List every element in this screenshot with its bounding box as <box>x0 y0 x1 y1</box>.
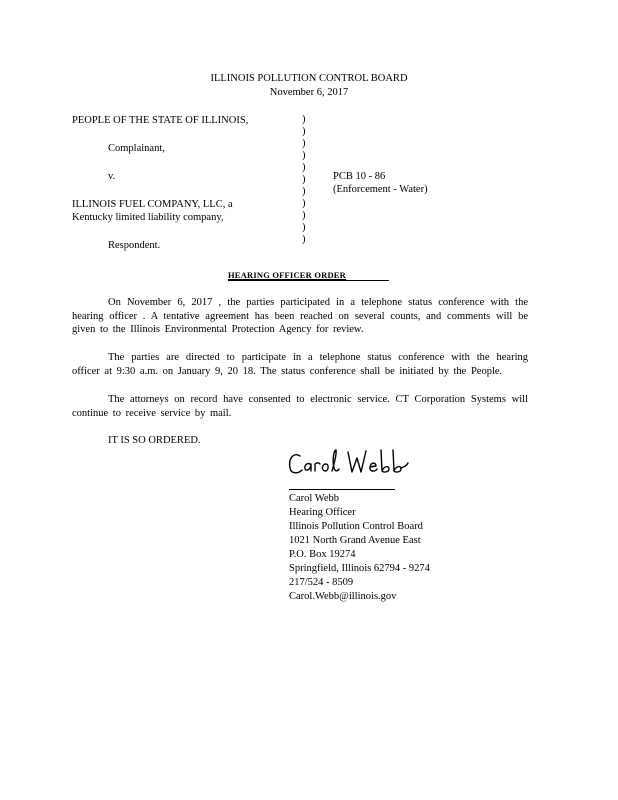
respondent-name-line2: Kentucky limited liability company, <box>72 212 224 223</box>
paragraph-2 <box>72 351 528 378</box>
paren: ) <box>302 126 306 137</box>
street-address: 1021 North Grand Avenue East <box>289 535 421 546</box>
email-address: Carol.Webb@illinois.gov <box>289 591 397 602</box>
paragraph-text: The attorneys on record have consented to electronic service. CT Corporation Systems will continue to receive service by mail. <box>72 394 528 419</box>
order-title: HEARING OFFICER ORDER <box>228 270 347 280</box>
paren: ) <box>302 198 306 209</box>
paren: ) <box>302 162 306 173</box>
signature-block <box>289 492 430 604</box>
paren: ) <box>302 150 306 161</box>
case-number: PCB 10 - 86 <box>333 171 386 182</box>
paragraph-3 <box>72 393 528 420</box>
signature-line <box>289 489 395 490</box>
paragraph-text: The parties are directed to participate in a telephone status conference with the hearing officer at 9:30 a.m. on January 9, 20 18. The status conference shall be initiated by the People. <box>72 352 528 377</box>
agency-name: Illinois Pollution Control Board <box>289 521 423 532</box>
case-type: (Enforcement - Water) <box>333 184 428 195</box>
paren: ) <box>302 138 306 149</box>
signer-name: Carol Webb <box>289 493 339 504</box>
paren: ) <box>302 114 306 125</box>
closing-statement: IT IS SO ORDERED. <box>108 435 201 446</box>
versus: v. <box>108 171 116 182</box>
paren: ) <box>302 234 306 245</box>
handwritten-signature <box>286 446 416 482</box>
paren: ) <box>302 210 306 221</box>
paren: ) <box>302 174 306 185</box>
caption-parentheses <box>302 114 306 246</box>
city-state-zip: Springfield, Illinois 62794 - 9274 <box>289 563 430 574</box>
po-box: P.O. Box 19274 <box>289 549 356 560</box>
signer-title: Hearing Officer <box>289 507 356 518</box>
title-underline <box>228 280 389 281</box>
complainant-role: Complainant, <box>108 143 165 154</box>
respondent-name-line1: ILLINOIS FUEL COMPANY, LLC, a <box>72 199 233 210</box>
board-name: ILLINOIS POLLUTION CONTROL BOARD <box>210 73 408 84</box>
paren: ) <box>302 186 306 197</box>
paren: ) <box>302 222 306 233</box>
phone-number: 217/524 - 8509 <box>289 577 354 588</box>
paragraph-text: On November 6, 2017 , the parties participated in a telephone status conference with the hearing officer . A tentative agreement has been reached on several counts, and comments will be given to the Illinois Environmental Protection Agency for review. <box>72 297 528 335</box>
paragraph-1 <box>72 296 528 337</box>
order-date: November 6, 2017 <box>269 87 349 98</box>
complainant-name: PEOPLE OF THE STATE OF ILLINOIS, <box>72 115 249 126</box>
respondent-role: Respondent. <box>108 240 161 251</box>
